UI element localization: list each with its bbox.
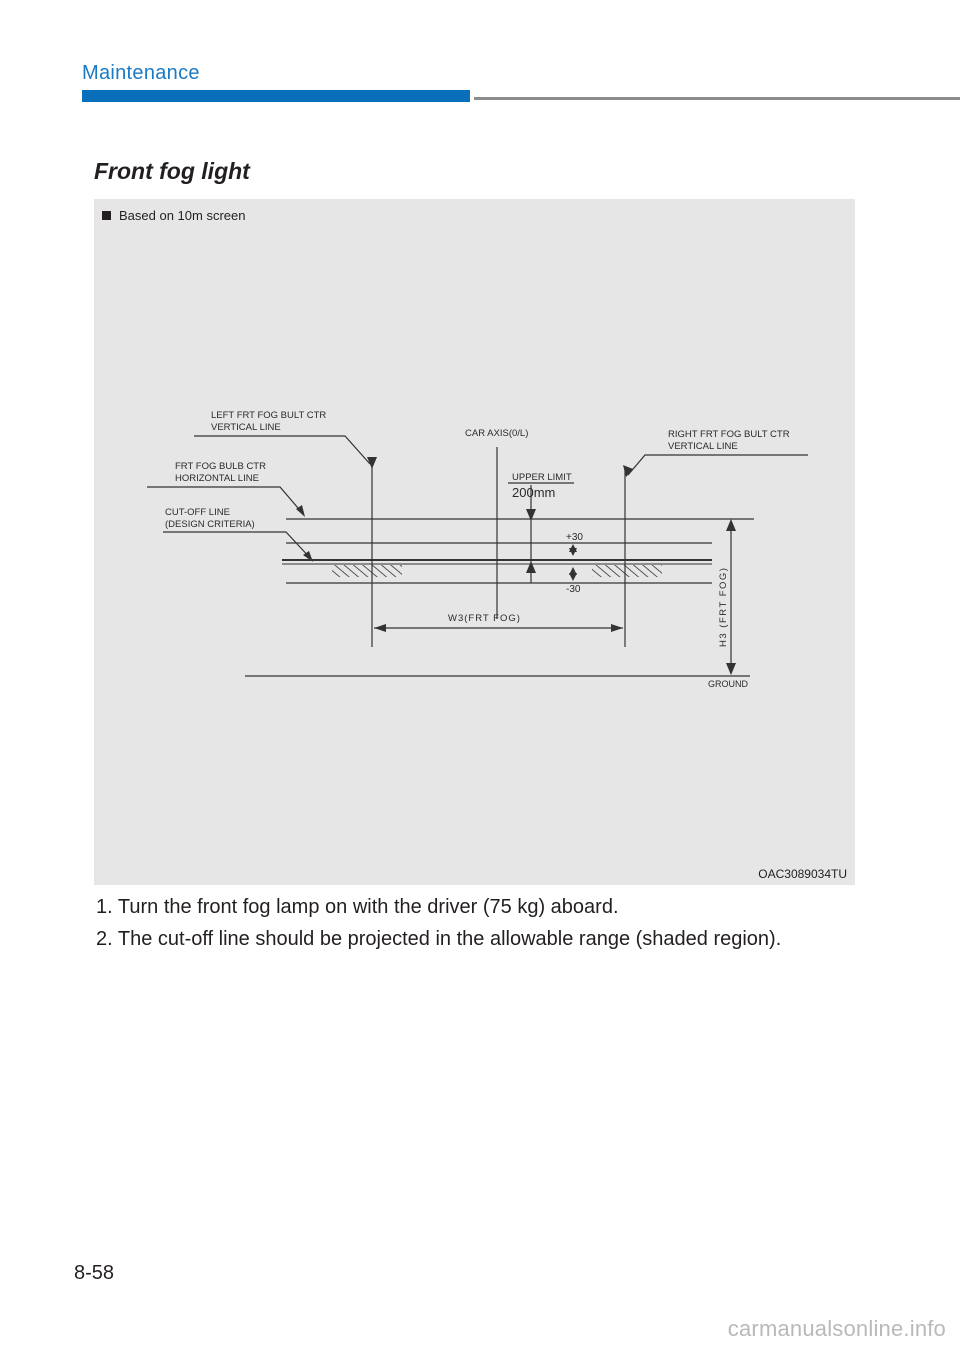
- label-right-vertical-1: RIGHT FRT FOG BULT CTR: [668, 429, 790, 440]
- arrow-width-right: [611, 624, 623, 632]
- instruction-step: 2. The cut-off line should be projected in the allowable range (shaded region).: [96, 928, 782, 950]
- figure-code: OAC3089034TU: [758, 867, 847, 881]
- shaded-region-right: [592, 565, 662, 577]
- label-plus: +30: [566, 532, 583, 543]
- label-horizontal-1: FRT FOG BULB CTR: [175, 461, 266, 472]
- leader-cutoff: [163, 532, 312, 560]
- label-ground: GROUND: [708, 679, 748, 689]
- label-width: W3(FRT FOG): [448, 613, 521, 624]
- label-car-axis: CAR AXIS(0/L): [465, 428, 529, 439]
- shaded-region-left: [332, 565, 402, 577]
- label-cutoff-1: CUT-OFF LINE: [165, 507, 230, 518]
- leader-left-vertical: [194, 436, 370, 464]
- label-right-vertical-2: VERTICAL LINE: [668, 441, 738, 452]
- label-upper-limit: UPPER LIMIT: [512, 472, 572, 483]
- arrow-height-top: [726, 519, 736, 531]
- arrow-minus-down: [569, 573, 577, 581]
- label-upper-limit-value: 200mm: [512, 485, 556, 500]
- leader-right-vertical: [628, 455, 808, 475]
- label-left-vertical-2: VERTICAL LINE: [211, 422, 281, 433]
- page-number: 8-58: [74, 1262, 115, 1284]
- aiming-diagram: [94, 199, 855, 885]
- instruction-step: 1. Turn the front fog lamp on with the driver (75 kg) aboard.: [96, 896, 619, 918]
- arrow-width-left: [374, 624, 386, 632]
- label-height: H3 (FRT FOG): [718, 566, 729, 647]
- label-left-vertical-1: LEFT FRT FOG BULT CTR: [211, 410, 327, 421]
- label-cutoff-2: (DESIGN CRITERIA): [165, 519, 255, 530]
- arrow-upper-limit-bottom: [526, 561, 536, 573]
- header-rule-blue: [82, 90, 470, 102]
- label-horizontal-2: HORIZONTAL LINE: [175, 473, 259, 484]
- label-minus: -30: [566, 584, 581, 595]
- arrow-height-bottom: [726, 663, 736, 675]
- section-header: Maintenance: [82, 62, 200, 84]
- header-rule-gray: [474, 97, 960, 100]
- fog-light-aiming-figure: [94, 199, 855, 885]
- page-title: Front fog light: [94, 158, 250, 184]
- instruction-list: [96, 896, 781, 960]
- figure-note-text: Based on 10m screen: [119, 208, 246, 223]
- watermark: carmanualsonline.info: [727, 1316, 946, 1341]
